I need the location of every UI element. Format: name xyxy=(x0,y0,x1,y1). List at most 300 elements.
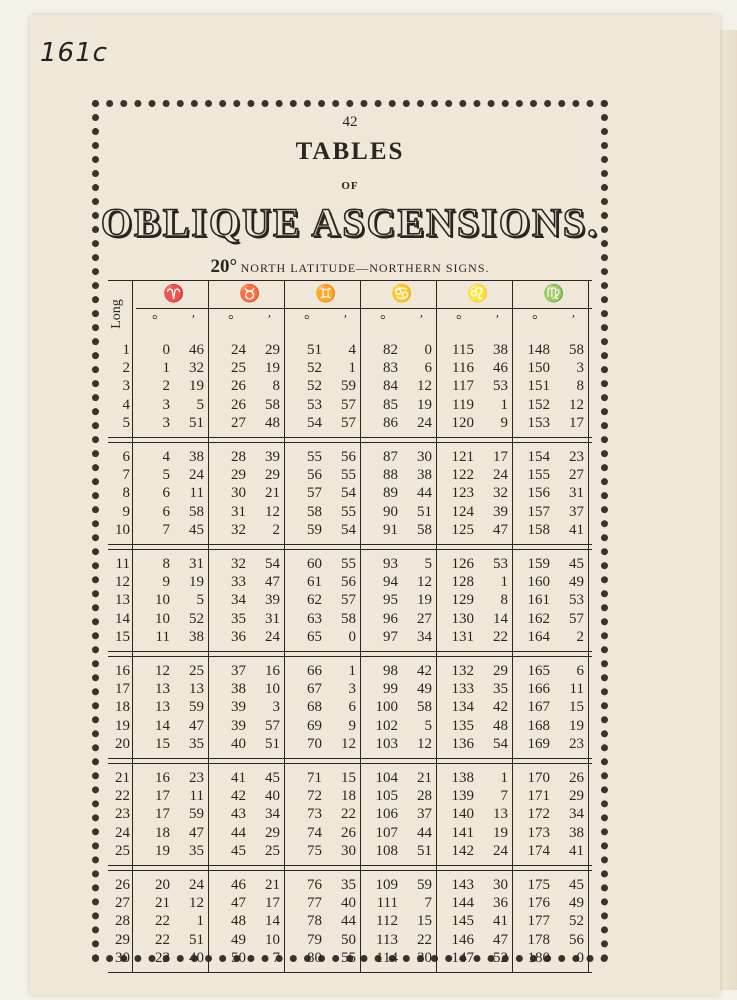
minute-cell: 59 xyxy=(189,806,204,823)
degree-cell: 67 xyxy=(307,681,322,698)
degree-cell: 178 xyxy=(527,931,550,948)
minute-cell: 11 xyxy=(189,485,204,502)
degree-cell: 86 xyxy=(383,414,398,431)
degree-cell: 140 xyxy=(451,806,474,823)
header-mid-rule xyxy=(136,308,592,309)
minute-cell: 54 xyxy=(341,485,356,502)
minute-header: ′ xyxy=(268,313,272,328)
minute-cell: 12 xyxy=(265,503,280,520)
title-line-2: OF xyxy=(341,180,359,192)
degree-cell: 50 xyxy=(231,949,246,966)
minute-cell: 19 xyxy=(417,592,432,609)
column-divider xyxy=(284,280,285,972)
minute-cell: 47 xyxy=(493,521,508,538)
minute-cell: 37 xyxy=(569,503,584,520)
minute-cell: 37 xyxy=(417,806,432,823)
subtitle xyxy=(100,256,600,278)
longitude-cell: 22 xyxy=(115,788,130,805)
minute-cell: 57 xyxy=(341,592,356,609)
header-top-rule xyxy=(108,280,592,281)
minute-cell: 31 xyxy=(265,610,280,627)
table-row xyxy=(108,913,592,931)
minute-cell: 29 xyxy=(265,342,280,358)
degree-cell: 72 xyxy=(307,788,322,805)
minute-cell: 8 xyxy=(272,378,280,395)
degree-cell: 135 xyxy=(451,717,474,734)
minute-cell: 24 xyxy=(189,877,204,893)
degree-cell: 28 xyxy=(231,449,246,465)
degree-cell: 108 xyxy=(375,842,398,859)
minute-cell: 5 xyxy=(196,396,204,413)
degree-cell: 162 xyxy=(527,610,550,627)
degree-cell: 164 xyxy=(527,628,550,645)
minute-cell: 57 xyxy=(341,414,356,431)
minute-cell: 52 xyxy=(569,913,584,930)
minute-cell: 51 xyxy=(265,735,280,752)
table-row xyxy=(108,629,592,647)
minute-cell: 13 xyxy=(493,806,508,823)
degree-header: ° xyxy=(380,313,386,328)
longitude-cell: 16 xyxy=(115,663,130,679)
degree-cell: 148 xyxy=(527,342,550,358)
minute-cell: 3 xyxy=(348,681,356,698)
minute-cell: 56 xyxy=(569,931,584,948)
table-row xyxy=(108,825,592,843)
minute-cell: 12 xyxy=(417,378,432,395)
degree-cell: 132 xyxy=(451,663,474,679)
degree-cell: 8 xyxy=(162,556,170,572)
longitude-cell: 23 xyxy=(115,806,130,823)
minute-cell: 6 xyxy=(424,360,432,377)
degree-cell: 90 xyxy=(383,503,398,520)
column-divider xyxy=(208,280,209,972)
table-row xyxy=(108,415,592,433)
subtitle-text: NORTH LATITUDE—NORTHERN SIGNS. xyxy=(240,261,490,275)
degree-cell: 11 xyxy=(155,628,170,645)
degree-cell: 133 xyxy=(451,681,474,698)
degree-cell: 126 xyxy=(451,556,474,572)
degree-cell: 39 xyxy=(231,717,246,734)
degree-cell: 62 xyxy=(307,592,322,609)
degree-cell: 19 xyxy=(155,842,170,859)
minute-cell: 47 xyxy=(493,931,508,948)
degree-cell: 106 xyxy=(375,806,398,823)
minute-cell: 58 xyxy=(569,342,584,358)
degree-cell: 57 xyxy=(307,485,322,502)
degree-cell: 111 xyxy=(376,895,398,912)
minute-cell: 28 xyxy=(417,788,432,805)
degree-cell: 105 xyxy=(375,788,398,805)
minute-cell: 57 xyxy=(265,717,280,734)
minute-cell: 7 xyxy=(272,949,280,966)
minute-cell: 14 xyxy=(265,913,280,930)
minute-cell: 54 xyxy=(341,521,356,538)
minute-cell: 46 xyxy=(189,342,204,358)
degree-header: ° xyxy=(152,313,158,328)
minute-cell: 26 xyxy=(569,770,584,786)
degree-header: ° xyxy=(532,313,538,328)
table-row xyxy=(108,467,592,485)
degree-cell: 9 xyxy=(162,574,170,591)
column-divider xyxy=(512,280,513,972)
degree-cell: 1 xyxy=(162,360,170,377)
degree-cell: 14 xyxy=(155,717,170,734)
sign-header-1: ♈ xyxy=(163,284,185,303)
minute-cell: 30 xyxy=(417,949,432,966)
degree-cell: 113 xyxy=(376,931,398,948)
minute-cell: 53 xyxy=(493,378,508,395)
degree-cell: 134 xyxy=(451,699,474,716)
minute-cell: 45 xyxy=(569,556,584,572)
minute-cell: 50 xyxy=(341,931,356,948)
degree-cell: 16 xyxy=(155,770,170,786)
minute-cell: 44 xyxy=(417,485,432,502)
degree-cell: 131 xyxy=(451,628,474,645)
column-divider xyxy=(436,280,437,972)
degree-cell: 170 xyxy=(527,770,550,786)
minute-cell: 46 xyxy=(493,360,508,377)
block-separator xyxy=(108,758,592,764)
degree-cell: 167 xyxy=(527,699,550,716)
degree-cell: 56 xyxy=(307,467,322,484)
degree-cell: 3 xyxy=(162,414,170,431)
minute-cell: 12 xyxy=(569,396,584,413)
minute-cell: 45 xyxy=(189,521,204,538)
degree-cell: 130 xyxy=(451,610,474,627)
minute-cell: 12 xyxy=(417,574,432,591)
minute-cell: 23 xyxy=(569,449,584,465)
degree-cell: 89 xyxy=(383,485,398,502)
longitude-cell: 4 xyxy=(122,396,130,413)
minute-cell: 39 xyxy=(493,503,508,520)
degree-cell: 100 xyxy=(375,699,398,716)
minute-cell: 25 xyxy=(189,663,204,679)
sign-header-3: ♊ xyxy=(315,284,337,303)
sign-header-5: ♌ xyxy=(467,284,489,303)
degree-cell: 6 xyxy=(162,485,170,502)
degree-cell: 74 xyxy=(307,824,322,841)
minute-cell: 36 xyxy=(493,895,508,912)
block-separator xyxy=(108,437,592,443)
longitude-cell: 17 xyxy=(115,681,130,698)
degree-cell: 3 xyxy=(162,396,170,413)
degree-cell: 154 xyxy=(527,449,550,465)
degree-cell: 51 xyxy=(307,342,322,358)
degree-cell: 95 xyxy=(383,592,398,609)
minute-cell: 51 xyxy=(417,503,432,520)
minute-cell: 16 xyxy=(265,663,280,679)
degree-cell: 94 xyxy=(383,574,398,591)
degree-cell: 5 xyxy=(162,467,170,484)
minute-cell: 24 xyxy=(493,842,508,859)
degree-cell: 65 xyxy=(307,628,322,645)
degree-header: ° xyxy=(456,313,462,328)
degree-cell: 20 xyxy=(155,877,170,893)
longitude-cell: 15 xyxy=(115,628,130,645)
degree-cell: 22 xyxy=(155,913,170,930)
degree-cell: 144 xyxy=(451,895,474,912)
minute-cell: 51 xyxy=(417,842,432,859)
minute-cell: 53 xyxy=(493,556,508,572)
minute-cell: 19 xyxy=(569,717,584,734)
table-row xyxy=(108,895,592,913)
minute-cell: 57 xyxy=(569,610,584,627)
degree-cell: 10 xyxy=(155,592,170,609)
minute-cell: 26 xyxy=(341,824,356,841)
degree-cell: 114 xyxy=(376,949,398,966)
degree-cell: 146 xyxy=(451,931,474,948)
minute-cell: 52 xyxy=(189,610,204,627)
degree-cell: 13 xyxy=(155,681,170,698)
minute-cell: 3 xyxy=(576,360,584,377)
minute-cell: 55 xyxy=(341,556,356,572)
degree-cell: 58 xyxy=(307,503,322,520)
minute-cell: 49 xyxy=(417,681,432,698)
minute-cell: 30 xyxy=(493,877,508,893)
table-row xyxy=(108,378,592,396)
degree-cell: 180 xyxy=(527,949,550,966)
degree-cell: 54 xyxy=(307,414,322,431)
minute-cell: 5 xyxy=(196,592,204,609)
minute-cell: 34 xyxy=(569,806,584,823)
degree-cell: 44 xyxy=(231,824,246,841)
degree-cell: 109 xyxy=(375,877,398,893)
table-row xyxy=(108,556,592,574)
minute-cell: 25 xyxy=(265,842,280,859)
longitude-cell: 11 xyxy=(115,556,130,572)
degree-cell: 6 xyxy=(162,503,170,520)
minute-cell: 1 xyxy=(196,913,204,930)
degree-cell: 40 xyxy=(231,735,246,752)
table-row xyxy=(108,574,592,592)
degree-cell: 68 xyxy=(307,699,322,716)
longitude-cell: 25 xyxy=(115,842,130,859)
degree-cell: 18 xyxy=(155,824,170,841)
minute-cell: 54 xyxy=(265,556,280,572)
minute-cell: 45 xyxy=(265,770,280,786)
degree-cell: 36 xyxy=(231,628,246,645)
minute-cell: 56 xyxy=(341,449,356,465)
degree-cell: 155 xyxy=(527,467,550,484)
minute-cell: 56 xyxy=(341,574,356,591)
minute-cell: 47 xyxy=(189,824,204,841)
degree-cell: 91 xyxy=(383,521,398,538)
table-row xyxy=(108,950,592,968)
table-row xyxy=(108,449,592,467)
longitude-cell: 12 xyxy=(115,574,130,591)
minute-cell: 49 xyxy=(569,574,584,591)
table-row xyxy=(108,485,592,503)
degree-cell: 152 xyxy=(527,396,550,413)
minute-cell: 17 xyxy=(569,414,584,431)
degree-cell: 115 xyxy=(452,342,474,358)
minute-cell: 51 xyxy=(189,931,204,948)
minute-cell: 23 xyxy=(189,770,204,786)
degree-cell: 84 xyxy=(383,378,398,395)
title-line-1: TABLES xyxy=(295,138,405,165)
longitude-cell: 5 xyxy=(122,414,130,431)
minute-cell: 22 xyxy=(341,806,356,823)
minute-cell: 32 xyxy=(189,360,204,377)
degree-cell: 69 xyxy=(307,717,322,734)
minute-cell: 54 xyxy=(493,735,508,752)
block-separator xyxy=(108,651,592,657)
minute-cell: 24 xyxy=(493,467,508,484)
degree-header: ° xyxy=(228,313,234,328)
degree-cell: 31 xyxy=(231,503,246,520)
degree-cell: 15 xyxy=(155,735,170,752)
minute-cell: 1 xyxy=(348,663,356,679)
minute-cell: 47 xyxy=(265,574,280,591)
degree-cell: 0 xyxy=(162,342,170,358)
minute-cell: 41 xyxy=(569,842,584,859)
minute-cell: 48 xyxy=(493,717,508,734)
minute-cell: 2 xyxy=(272,521,280,538)
degree-cell: 43 xyxy=(231,806,246,823)
minute-cell: 24 xyxy=(189,467,204,484)
minute-cell: 11 xyxy=(569,681,584,698)
minute-cell: 45 xyxy=(569,877,584,893)
degree-cell: 142 xyxy=(451,842,474,859)
longitude-cell: 30 xyxy=(115,949,130,966)
degree-cell: 83 xyxy=(383,360,398,377)
degree-cell: 156 xyxy=(527,485,550,502)
minute-cell: 59 xyxy=(189,699,204,716)
degree-cell: 82 xyxy=(383,342,398,358)
degree-cell: 96 xyxy=(383,610,398,627)
table-row xyxy=(108,770,592,788)
table-row xyxy=(108,736,592,754)
degree-cell: 122 xyxy=(451,467,474,484)
degree-cell: 125 xyxy=(451,521,474,538)
minute-cell: 38 xyxy=(189,449,204,465)
table-row xyxy=(108,611,592,629)
minute-cell: 17 xyxy=(493,449,508,465)
minute-cell: 58 xyxy=(417,521,432,538)
degree-cell: 52 xyxy=(307,360,322,377)
minute-cell: 58 xyxy=(417,699,432,716)
longitude-cell: 1 xyxy=(122,342,130,358)
minute-cell: 12 xyxy=(341,735,356,752)
block-separator xyxy=(108,544,592,550)
degree-cell: 147 xyxy=(451,949,474,966)
degree-cell: 22 xyxy=(155,931,170,948)
minute-cell: 1 xyxy=(500,770,508,786)
minute-cell: 7 xyxy=(500,788,508,805)
minute-cell: 40 xyxy=(189,949,204,966)
degree-cell: 73 xyxy=(307,806,322,823)
minute-cell: 9 xyxy=(348,717,356,734)
minute-cell: 0 xyxy=(424,342,432,358)
degree-cell: 45 xyxy=(231,842,246,859)
degree-cell: 117 xyxy=(452,378,474,395)
minute-cell: 41 xyxy=(569,521,584,538)
degree-cell: 116 xyxy=(452,360,474,377)
table-header xyxy=(108,280,592,340)
degree-cell: 7 xyxy=(162,521,170,538)
longitude-cell: 2 xyxy=(122,360,130,377)
degree-cell: 107 xyxy=(375,824,398,841)
degree-cell: 150 xyxy=(527,360,550,377)
longitude-cell: 13 xyxy=(115,592,130,609)
minute-cell: 35 xyxy=(189,842,204,859)
minute-cell: 2 xyxy=(576,628,584,645)
minute-cell: 29 xyxy=(265,824,280,841)
minute-cell: 15 xyxy=(569,699,584,716)
minute-cell: 19 xyxy=(189,574,204,591)
minute-cell: 47 xyxy=(189,717,204,734)
degree-cell: 33 xyxy=(231,574,246,591)
degree-cell: 123 xyxy=(451,485,474,502)
minute-cell: 42 xyxy=(493,699,508,716)
longitude-cell: 19 xyxy=(115,717,130,734)
table-row xyxy=(108,877,592,895)
degree-cell: 13 xyxy=(155,699,170,716)
degree-cell: 174 xyxy=(527,842,550,859)
minute-header: ′ xyxy=(192,313,196,328)
minute-cell: 29 xyxy=(493,663,508,679)
longitude-cell: 26 xyxy=(115,877,130,893)
table-row xyxy=(108,718,592,736)
minute-cell: 22 xyxy=(417,931,432,948)
degree-cell: 27 xyxy=(231,414,246,431)
minute-cell: 42 xyxy=(417,663,432,679)
longitude-cell: 27 xyxy=(115,895,130,912)
minute-cell: 21 xyxy=(265,485,280,502)
degree-cell: 30 xyxy=(231,485,246,502)
degree-cell: 80 xyxy=(307,949,322,966)
minute-cell: 23 xyxy=(569,735,584,752)
table-row xyxy=(108,342,592,360)
minute-cell: 59 xyxy=(417,877,432,893)
minute-header: ′ xyxy=(344,313,348,328)
minute-header: ′ xyxy=(572,313,576,328)
sign-header-2: ♉ xyxy=(239,284,261,303)
longitude-cell: 18 xyxy=(115,699,130,716)
degree-cell: 75 xyxy=(307,842,322,859)
minute-cell: 13 xyxy=(189,681,204,698)
minute-cell: 24 xyxy=(265,628,280,645)
degree-cell: 26 xyxy=(231,396,246,413)
degree-cell: 10 xyxy=(155,610,170,627)
longitude-cell: 3 xyxy=(122,378,130,395)
degree-cell: 158 xyxy=(527,521,550,538)
table-row xyxy=(108,397,592,415)
column-divider xyxy=(132,280,133,972)
minute-cell: 40 xyxy=(341,895,356,912)
degree-cell: 168 xyxy=(527,717,550,734)
minute-cell: 44 xyxy=(341,913,356,930)
degree-cell: 97 xyxy=(383,628,398,645)
minute-cell: 29 xyxy=(569,788,584,805)
minute-cell: 40 xyxy=(265,788,280,805)
minute-cell: 5 xyxy=(424,556,432,572)
degree-cell: 46 xyxy=(231,877,246,893)
degree-cell: 121 xyxy=(451,449,474,465)
minute-cell: 59 xyxy=(341,378,356,395)
minute-cell: 58 xyxy=(341,610,356,627)
degree-cell: 59 xyxy=(307,521,322,538)
minute-cell: 38 xyxy=(493,342,508,358)
minute-cell: 12 xyxy=(189,895,204,912)
degree-cell: 37 xyxy=(231,663,246,679)
degree-cell: 157 xyxy=(527,503,550,520)
table-row xyxy=(108,699,592,717)
degree-cell: 160 xyxy=(527,574,550,591)
degree-cell: 143 xyxy=(451,877,474,893)
minute-cell: 0 xyxy=(348,628,356,645)
degree-header: ° xyxy=(304,313,310,328)
